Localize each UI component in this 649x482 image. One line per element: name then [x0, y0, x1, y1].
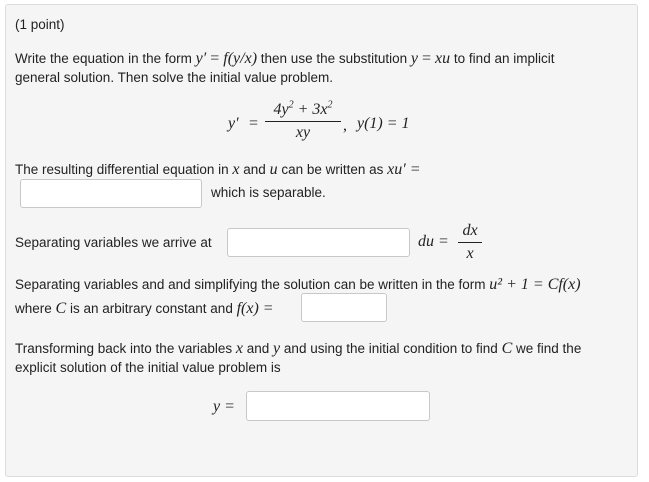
step2-frac-num: dx [462, 222, 478, 239]
form-eq-equals: = [206, 50, 224, 67]
step1-text-end: can be written as [281, 162, 384, 177]
step4-and: and [246, 341, 270, 356]
step1-answer-input[interactable] [20, 179, 202, 208]
step3-form: u² + 1 = Cf(x) [489, 276, 581, 293]
sub-lhs: y [410, 50, 419, 67]
step1-and: and [243, 162, 266, 177]
sub-equals: = [418, 50, 436, 67]
step3-line-2 [15, 300, 274, 318]
step3-answer-input[interactable] [301, 293, 387, 322]
step4-answer-input[interactable] [246, 391, 430, 421]
step3-constant-text: is an arbitrary constant and [69, 301, 233, 316]
intro-text-2: then use the substitution [260, 51, 408, 66]
points-label: (1 point) [15, 17, 65, 32]
initial-condition: y(1) = 1 [357, 115, 410, 132]
eq-equals: = [249, 115, 259, 132]
step1-var-x: x [232, 161, 240, 178]
step3-text: Separating variables and and simplifying the solution can be written in the form [15, 277, 486, 292]
step2-du: du = [418, 233, 449, 250]
eq-denominator: xy [295, 124, 311, 141]
intro-text-1: Write the equation in the form [15, 51, 192, 66]
step4-x: x [235, 340, 243, 357]
step4-text-a: Transforming back into the variables [15, 341, 233, 356]
problem-panel [5, 4, 638, 477]
intro-line-1 [15, 50, 554, 68]
step2-fraction [458, 222, 482, 263]
eq-comma: , [343, 117, 347, 134]
step4-line-2: explicit solution of the initial value problem is [15, 360, 281, 375]
step4-y: y [273, 340, 281, 357]
eq-fraction-bar [265, 121, 341, 122]
step4-text-b: and using the initial condition to find [283, 341, 498, 356]
intro-text-3: to find an implicit [453, 51, 555, 66]
eq-lhs: y′ [228, 115, 239, 132]
step1-expr: xu′ = [387, 161, 421, 178]
step3-C: C [55, 300, 67, 317]
step2-answer-input[interactable] [227, 228, 410, 257]
step1-text: The resulting differential equation in [15, 162, 229, 177]
step2-text: Separating variables we arrive at [15, 235, 212, 250]
step4-C: C [501, 340, 513, 357]
step1-after-text: which is separable. [211, 185, 326, 200]
eq-numerator: $4y^2 + 3x^2$ [273, 99, 333, 118]
step3-line-1 [15, 276, 581, 294]
step4-line-1 [15, 340, 581, 358]
eq-fraction [265, 101, 341, 142]
step3-where: where [15, 301, 52, 316]
step4-text-c: we find the [516, 341, 582, 356]
form-eq-rhs: f(y/x) [223, 50, 258, 67]
form-eq-lhs: y′ [195, 50, 207, 67]
step3-fx: f(x) = [236, 300, 274, 317]
step2-frac-bar [458, 242, 482, 243]
step2-frac-den: x [466, 245, 474, 262]
step1-line [15, 161, 421, 179]
step4-y-eq: y = [213, 398, 235, 415]
step1-var-u: u [269, 161, 278, 178]
sub-rhs: xu [435, 50, 451, 67]
intro-line-2: general solution. Then solve the initial value problem. [15, 70, 333, 85]
